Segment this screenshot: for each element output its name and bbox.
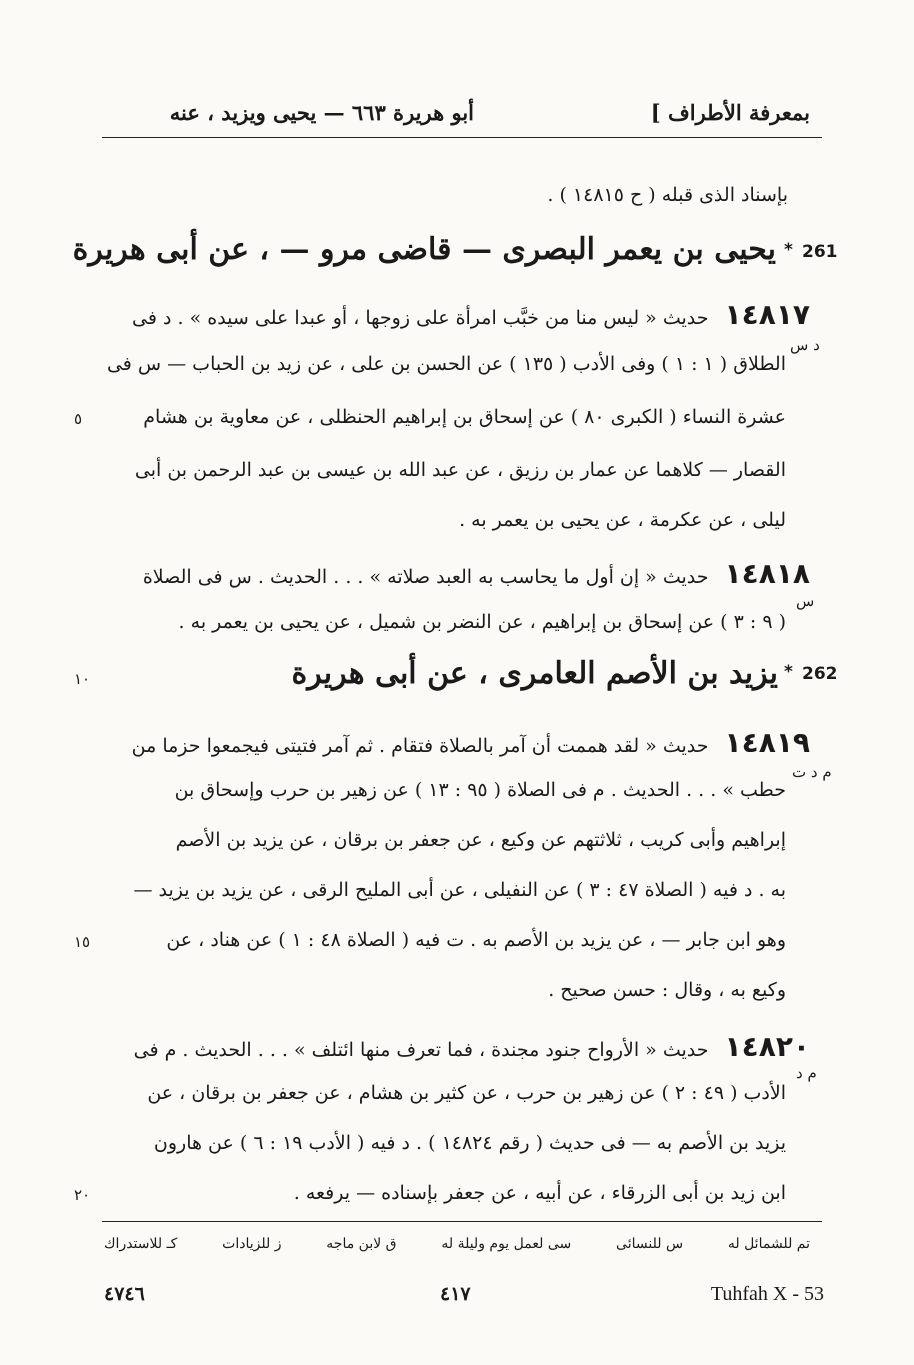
abbreviation-item: س للنسائى xyxy=(616,1236,684,1252)
hadith-line: إبراهيم وأبى كريب ، ثلاثتهم عن وكيع ، عن جعفر بن برقان ، عن يزيد بن الأصم xyxy=(175,829,786,851)
entry-star: * xyxy=(784,240,793,260)
line-number: ٥ xyxy=(74,410,83,428)
hadith-line: حطب » . . . الحديث . م فى الصلاة ( ٩٥ : ١٣ ) عن زهير بن حرب وإسحاق بن xyxy=(174,779,786,801)
entry-heading: يحيى بن يعمر البصرى — قاضى مرو — ، عن أبى هريرة xyxy=(72,232,776,267)
line-number: ١٥ xyxy=(74,933,91,951)
abbreviation-item: سى لعمل يوم وليلة له xyxy=(441,1236,572,1252)
line-number: ٢٠ xyxy=(74,1186,91,1204)
margin-note: د س xyxy=(790,336,820,354)
margin-note: س xyxy=(796,592,815,610)
entry-number: 262 xyxy=(802,664,838,684)
hadith-line: وكيع به ، وقال : حسن صحيح . xyxy=(548,979,786,1001)
line-number: ١٠ xyxy=(74,670,91,688)
hadith-number: ١٤٨١٩ xyxy=(724,726,810,759)
hadith-line: ١٤٨١٩ حديث « لقد هممت أن آمر بالصلاة فتقام . ثم آمر فتيتى فيجمعوا حزما من xyxy=(131,726,810,759)
running-header-right: بمعرفة الأطراف ] xyxy=(650,100,810,125)
hadith-number: ١٤٨١٨ xyxy=(724,557,810,590)
hadith-line: يزيد بن الأصم به — فى حديث ( رقم ١٤٨٢٤ ) . د فيه ( الأدب ١٩ : ٦ ) عن هارون xyxy=(153,1132,786,1154)
entry-heading: يزيد بن الأصم العامرى ، عن أبى هريرة xyxy=(291,656,778,691)
hadith-line: الطلاق ( ١ : ١ ) وفى الأدب ( ١٣٥ ) عن الحسن بن على ، عن زيد بن الحباب — س فى xyxy=(106,353,786,375)
entry-range: ٤٧٤٦ xyxy=(104,1283,145,1305)
hadith-line: عشرة النساء ( الكبرى ٨٠ ) عن إسحاق بن إبراهيم الحنظلى ، عن معاوية بن هشام xyxy=(143,406,786,428)
volume-signature: Tuhfah X - 53 xyxy=(710,1283,824,1305)
entry-star: * xyxy=(784,662,793,682)
margin-note: م د xyxy=(796,1064,817,1082)
hadith-number: ١٤٨٢٠ xyxy=(724,1030,810,1063)
footnote-rule xyxy=(102,1221,822,1222)
hadith-line: ١٤٨٢٠ حديث « الأرواح جنود مجندة ، فما تعرف منها ائتلف » . . . الحديث . م فى xyxy=(133,1030,810,1063)
hadith-line: الأدب ( ٤٩ : ٢ ) عن زهير بن حرب ، عن كثير بن هشام ، عن جعفر بن برقان ، عن xyxy=(147,1082,786,1104)
abbreviation-item: كـ للاستدراك xyxy=(104,1236,178,1252)
hadith-line: ليلى ، عن عكرمة ، عن يحيى بن يعمر به . xyxy=(459,509,786,531)
hadith-line: ١٤٨١٨ حديث « إن أول ما يحاسب به العبد صلاته » . . . الحديث . س فى الصلاة xyxy=(142,557,810,590)
margin-note: م د ت xyxy=(792,763,832,781)
abbreviation-item: تم للشمائل له xyxy=(727,1236,810,1252)
hadith-line: ١٤٨١٧ حديث « ليس منا من خبَّب امرأة على زوجها ، أو عبدا على سيده » . د فى xyxy=(132,298,810,331)
header-rule xyxy=(102,137,822,138)
abbreviation-key xyxy=(104,1236,810,1252)
hadith-line: ( ٩ : ٣ ) عن إسحاق بن إبراهيم ، عن النضر بن شميل ، عن يحيى بن يعمر به . xyxy=(178,611,786,633)
abbreviation-item: ز للزيادات xyxy=(222,1236,282,1252)
page-number: ٤١٧ xyxy=(440,1283,471,1305)
hadith-line: القصار — كلاهما عن عمار بن رزيق ، عن عبد الله بن عيسى بن عبد الرحمن بن أبى xyxy=(134,459,786,481)
hadith-line: ابن زيد بن أبى الزرقاء ، عن أبيه ، عن جعفر بإسناده — يرفعه . xyxy=(293,1182,786,1204)
abbreviation-item: ق لابن ماجه xyxy=(326,1236,397,1252)
entry-number: 261 xyxy=(802,242,838,262)
hadith-number: ١٤٨١٧ xyxy=(724,298,810,331)
hadith-line: وهو ابن جابر — ، عن يزيد بن الأصم به . ت فيه ( الصلاة ٤٨ : ١ ) عن هناد ، عن xyxy=(166,929,786,951)
running-header-title: أبو هريرة ٦٦٣ — يحيى ويزيد ، عنه xyxy=(169,100,474,125)
hadith-line: به . د فيه ( الصلاة ٤٧ : ٣ ) عن النفيلى ، عن أبى المليح الرقى ، عن يزيد بن يزيد — xyxy=(133,879,786,901)
text-line: بإسناد الذى قبله ( ح ١٤٨١٥ ) . xyxy=(547,184,788,206)
